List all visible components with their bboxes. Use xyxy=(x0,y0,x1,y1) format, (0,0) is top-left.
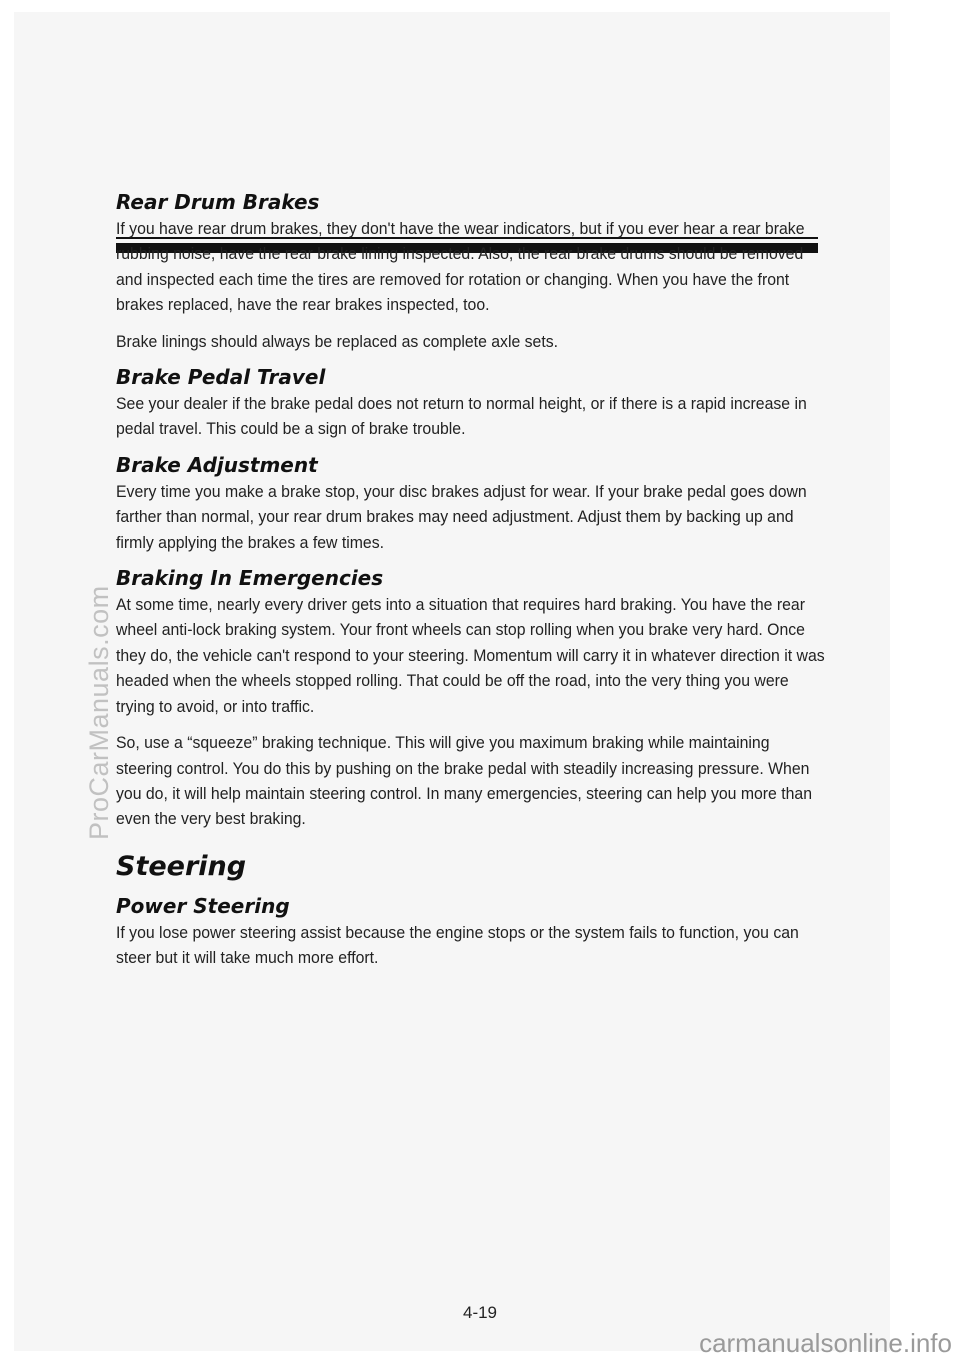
section-rear-drum-brakes xyxy=(116,190,826,354)
section-power-steering xyxy=(116,894,826,971)
heading-rear-drum-brakes: Rear Drum Brakes xyxy=(116,190,320,214)
footer-watermark: carmanualsonline.info xyxy=(699,1328,952,1358)
section-brake-pedal-travel xyxy=(116,365,826,442)
paragraph: See your dealer if the brake pedal does not return to normal height, or if there is a rapid increase in pedal travel. This could be a sign of brake trouble. xyxy=(116,394,807,439)
paragraph: If you have rear drum brakes, they don't have the wear indicators, but if you ever hear a rear brake rubbing noise, have the rear brake lining inspected. Also, the rear brake drums should be removed and inspected each time the tires are removed for rotation or changing. When you have the front brakes replaced, have the rear brakes inspected, too. xyxy=(116,219,805,315)
section-braking-in-emergencies xyxy=(116,566,826,832)
heading-braking-in-emergencies: Braking In Emergencies xyxy=(116,566,384,591)
paragraph: If you lose power steering assist because the engine stops or the system fails to function, you can steer but it will take much more effort. xyxy=(116,922,799,968)
paragraph: So, use a “squeeze” braking technique. This will give you maximum braking while maintaining steering control. You do this by pushing on the brake pedal with steadily increasing pressure. When you do, it will help maintain steering control. In many emergencies, steering can help you more than even the very best braking. xyxy=(116,733,813,829)
heading-steering: Steering xyxy=(116,850,247,882)
heading-power-steering: Power Steering xyxy=(116,893,290,918)
page-content xyxy=(116,190,826,982)
heading-brake-pedal-travel: Brake Pedal Travel xyxy=(116,365,326,390)
side-watermark: ProCarManuals.com xyxy=(84,585,114,840)
paragraph: Brake linings should always be replaced as complete axle sets. xyxy=(116,331,559,351)
paragraph: At some time, nearly every driver gets into a situation that requires hard braking. You have the rear wheel anti-lock braking system. Your front wheels can stop rolling when you brake very hard. Once they do, the vehicle can't respond to your steering. Momentum will carry it in whatever direction it was headed when the wheels stopped rolling. That could be off the road, into the very thing you were trying to avoid, or into traffic. xyxy=(116,595,825,716)
page-number: 4-19 xyxy=(462,1303,498,1322)
paragraph: Every time you make a brake stop, your disc brakes adjust for wear. If your brake pedal goes down farther than normal, your rear drum brakes may need adjustment. Adjust them by backing up and firmly applying the brakes a few times. xyxy=(116,481,807,552)
section-brake-adjustment xyxy=(116,453,826,555)
heading-brake-adjustment: Brake Adjustment xyxy=(116,452,318,477)
